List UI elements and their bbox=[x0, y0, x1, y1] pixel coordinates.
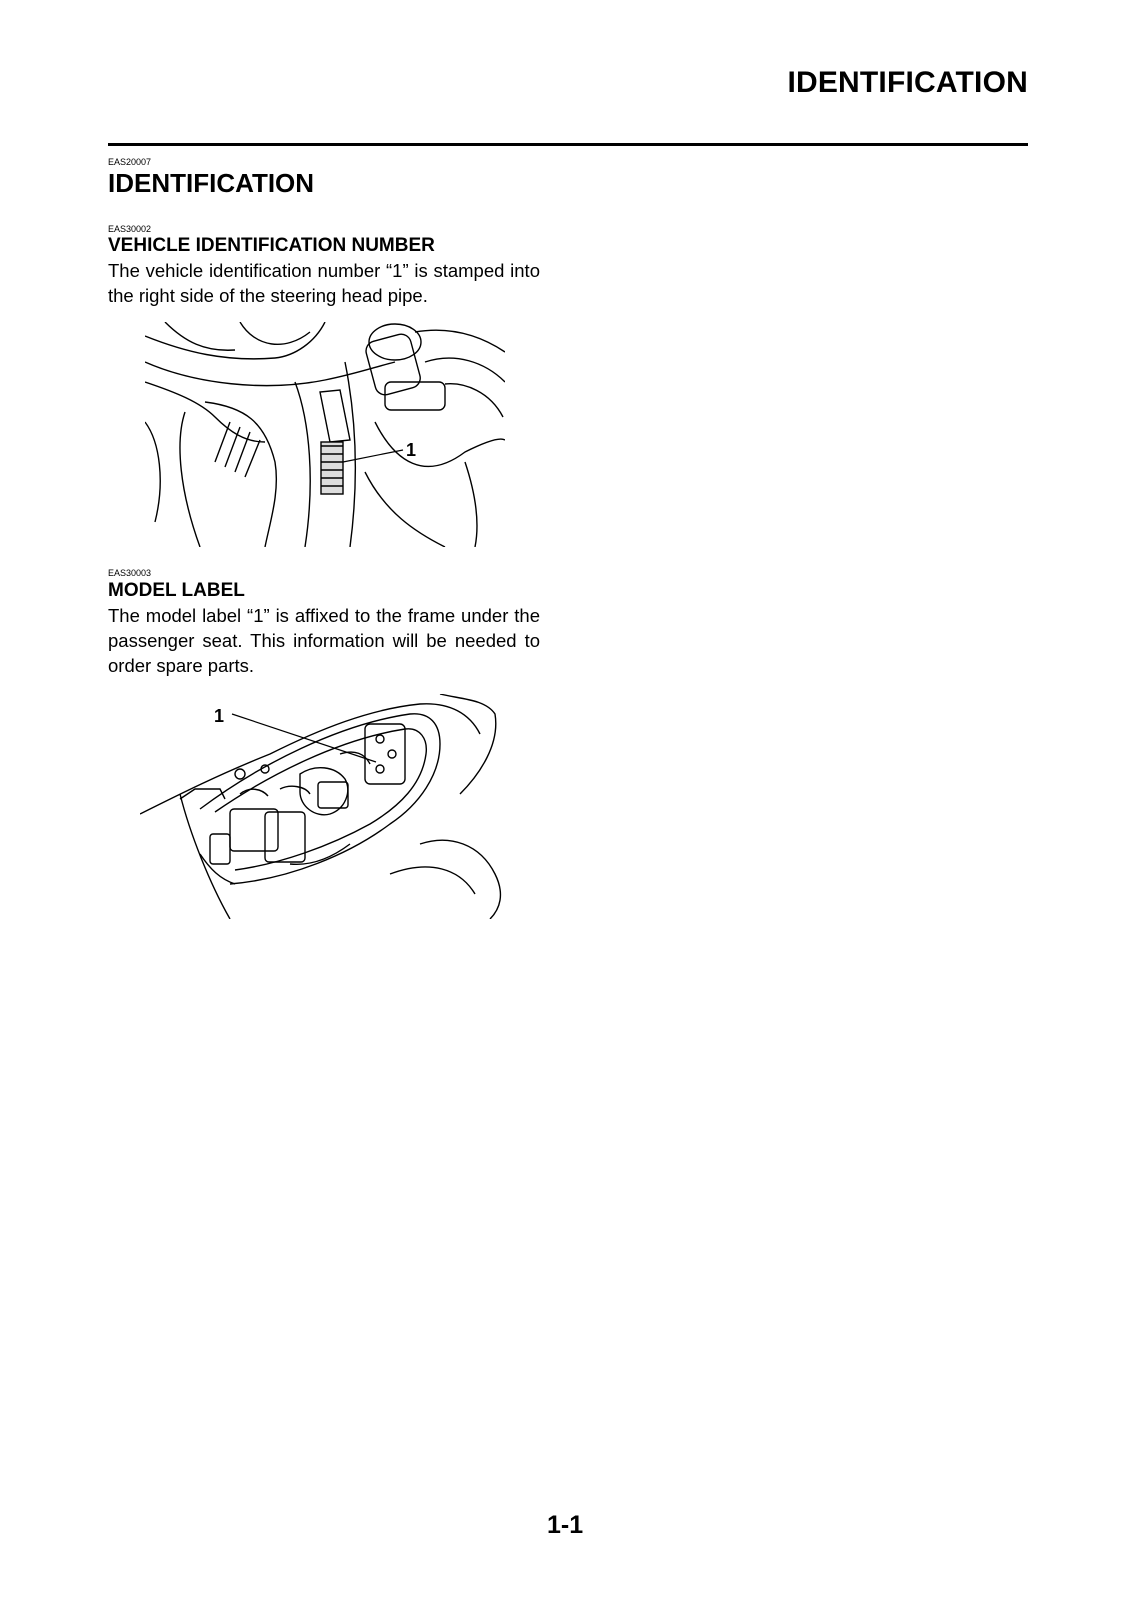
model-label-heading: MODEL LABEL bbox=[108, 580, 245, 601]
model-label-callout: 1 bbox=[214, 706, 225, 726]
model-label-code: EAS30003 bbox=[108, 568, 152, 578]
model-label-text: The model label “1” is affixed to the frame under the passenger seat. This information will be needed to order spare parts. bbox=[108, 605, 540, 676]
header-rule bbox=[108, 143, 1028, 146]
vin-callout: 1 bbox=[406, 440, 417, 460]
vin-code: EAS30002 bbox=[108, 224, 152, 234]
passenger-seat-illustration bbox=[140, 694, 510, 919]
vin-text: The vehicle identification number “1” is stamped into the right side of the steering head pipe. bbox=[108, 260, 540, 306]
running-header: IDENTIFICATION bbox=[787, 66, 1028, 99]
section-title: IDENTIFICATION bbox=[108, 168, 315, 198]
section-code: EAS20007 bbox=[108, 157, 152, 167]
steering-head-illustration bbox=[145, 322, 505, 547]
vin-heading: VEHICLE IDENTIFICATION NUMBER bbox=[108, 235, 435, 256]
page-number: 1-1 bbox=[547, 1511, 584, 1539]
